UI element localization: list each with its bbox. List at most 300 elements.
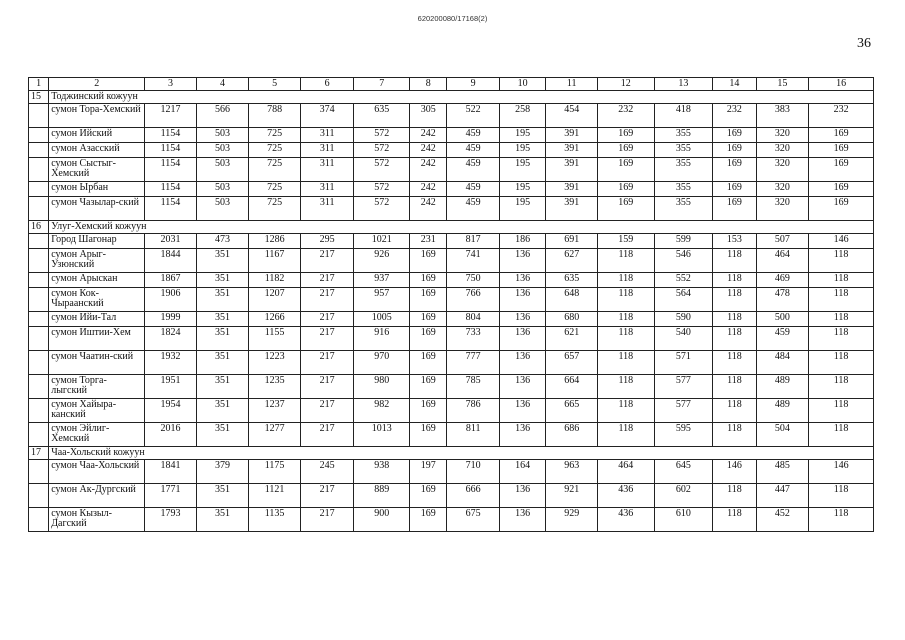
value-cell: 242 — [410, 182, 447, 197]
value-cell: 351 — [196, 399, 249, 423]
value-cell: 136 — [499, 375, 545, 399]
value-cell: 169 — [597, 182, 654, 197]
value-cell: 577 — [654, 399, 713, 423]
value-cell: 351 — [196, 312, 249, 327]
value-cell: 1217 — [145, 104, 197, 128]
value-cell: 118 — [713, 288, 756, 312]
empty-cell — [29, 104, 49, 128]
value-cell: 355 — [654, 143, 713, 158]
value-cell: 169 — [410, 351, 447, 375]
settlement-name: Город Шагонар — [49, 234, 145, 249]
value-cell: 169 — [713, 143, 756, 158]
value-cell: 351 — [196, 508, 249, 532]
value-cell: 217 — [300, 484, 354, 508]
value-cell: 963 — [546, 460, 598, 484]
value-cell: 725 — [249, 128, 301, 143]
value-cell: 691 — [546, 234, 598, 249]
table-row — [29, 273, 874, 288]
value-cell: 590 — [654, 312, 713, 327]
value-cell: 464 — [597, 460, 654, 484]
value-cell: 648 — [546, 288, 598, 312]
settlement-name: сумон Арыг-Узюнский — [49, 249, 145, 273]
value-cell: 452 — [756, 508, 809, 532]
value-cell: 136 — [499, 351, 545, 375]
value-cell: 136 — [499, 508, 545, 532]
value-cell: 169 — [597, 143, 654, 158]
value-cell: 469 — [756, 273, 809, 288]
value-cell: 118 — [597, 423, 654, 447]
value-cell: 889 — [354, 484, 410, 508]
empty-cell — [29, 460, 49, 484]
value-cell: 217 — [300, 351, 354, 375]
column-header: 5 — [249, 78, 301, 91]
value-cell: 320 — [756, 128, 809, 143]
value-cell: 169 — [410, 423, 447, 447]
value-cell: 1154 — [145, 128, 197, 143]
value-cell: 665 — [546, 399, 598, 423]
settlement-name: сумон Иштии-Хем — [49, 327, 145, 351]
value-cell: 118 — [809, 399, 874, 423]
empty-cell — [29, 182, 49, 197]
value-cell: 146 — [713, 460, 756, 484]
table-row — [29, 375, 874, 399]
value-cell: 217 — [300, 312, 354, 327]
value-cell: 242 — [410, 158, 447, 182]
value-cell: 355 — [654, 128, 713, 143]
value-cell: 118 — [809, 484, 874, 508]
value-cell: 169 — [809, 143, 874, 158]
value-cell: 217 — [300, 273, 354, 288]
column-header: 6 — [300, 78, 354, 91]
district-row — [29, 221, 874, 234]
value-cell: 231 — [410, 234, 447, 249]
table-row — [29, 128, 874, 143]
value-cell: 118 — [597, 399, 654, 423]
value-cell: 186 — [499, 234, 545, 249]
empty-cell — [29, 423, 49, 447]
column-header: 14 — [713, 78, 756, 91]
value-cell: 1867 — [145, 273, 197, 288]
value-cell: 169 — [713, 128, 756, 143]
value-cell: 295 — [300, 234, 354, 249]
value-cell: 118 — [713, 399, 756, 423]
value-cell: 921 — [546, 484, 598, 508]
settlement-name: сумон Чаатин-ский — [49, 351, 145, 375]
value-cell: 522 — [447, 104, 500, 128]
value-cell: 804 — [447, 312, 500, 327]
value-cell: 232 — [713, 104, 756, 128]
value-cell: 459 — [447, 158, 500, 182]
value-cell: 351 — [196, 351, 249, 375]
value-cell: 572 — [354, 128, 410, 143]
value-cell: 489 — [756, 375, 809, 399]
value-cell: 916 — [354, 327, 410, 351]
table-row — [29, 508, 874, 532]
value-cell: 118 — [597, 312, 654, 327]
empty-cell — [29, 273, 49, 288]
district-title: Тоджинский кожуун — [49, 91, 874, 104]
value-cell: 929 — [546, 508, 598, 532]
value-cell: 146 — [809, 234, 874, 249]
value-cell: 572 — [354, 182, 410, 197]
value-cell: 1121 — [249, 484, 301, 508]
empty-cell — [29, 128, 49, 143]
value-cell: 980 — [354, 375, 410, 399]
value-cell: 118 — [713, 351, 756, 375]
settlement-name: сумон Ийский — [49, 128, 145, 143]
value-cell: 169 — [713, 197, 756, 221]
value-cell: 136 — [499, 288, 545, 312]
value-cell: 1154 — [145, 143, 197, 158]
value-cell: 320 — [756, 158, 809, 182]
value-cell: 675 — [447, 508, 500, 532]
value-cell: 197 — [410, 460, 447, 484]
value-cell: 811 — [447, 423, 500, 447]
value-cell: 926 — [354, 249, 410, 273]
value-cell: 217 — [300, 327, 354, 351]
value-cell: 572 — [354, 158, 410, 182]
value-cell: 786 — [447, 399, 500, 423]
value-cell: 169 — [410, 249, 447, 273]
table-row — [29, 351, 874, 375]
district-number: 16 — [29, 221, 49, 234]
value-cell: 500 — [756, 312, 809, 327]
empty-cell — [29, 197, 49, 221]
value-cell: 447 — [756, 484, 809, 508]
value-cell: 2031 — [145, 234, 197, 249]
value-cell: 351 — [196, 375, 249, 399]
value-cell: 311 — [300, 182, 354, 197]
empty-cell — [29, 288, 49, 312]
value-cell: 473 — [196, 234, 249, 249]
value-cell: 311 — [300, 143, 354, 158]
value-cell: 136 — [499, 327, 545, 351]
value-cell: 355 — [654, 158, 713, 182]
value-cell: 169 — [809, 182, 874, 197]
value-cell: 459 — [447, 182, 500, 197]
value-cell: 118 — [809, 508, 874, 532]
value-cell: 118 — [809, 288, 874, 312]
table-row — [29, 197, 874, 221]
value-cell: 788 — [249, 104, 301, 128]
value-cell: 485 — [756, 460, 809, 484]
value-cell: 503 — [196, 143, 249, 158]
value-cell: 725 — [249, 197, 301, 221]
value-cell: 1223 — [249, 351, 301, 375]
value-cell: 146 — [809, 460, 874, 484]
settlement-name: сумон Чаа-Хольский — [49, 460, 145, 484]
value-cell: 503 — [196, 128, 249, 143]
value-cell: 195 — [499, 128, 545, 143]
value-cell: 1793 — [145, 508, 197, 532]
value-cell: 169 — [410, 375, 447, 399]
column-header: 3 — [145, 78, 197, 91]
value-cell: 311 — [300, 158, 354, 182]
value-cell: 900 — [354, 508, 410, 532]
value-cell: 1932 — [145, 351, 197, 375]
value-cell: 503 — [196, 197, 249, 221]
settlement-name: сумон Чазылар-ский — [49, 197, 145, 221]
column-header: 7 — [354, 78, 410, 91]
value-cell: 195 — [499, 182, 545, 197]
value-cell: 1013 — [354, 423, 410, 447]
value-cell: 351 — [196, 273, 249, 288]
value-cell: 1844 — [145, 249, 197, 273]
value-cell: 938 — [354, 460, 410, 484]
settlement-name: сумон Ак-Дургский — [49, 484, 145, 508]
column-header: 10 — [499, 78, 545, 91]
empty-cell — [29, 158, 49, 182]
value-cell: 136 — [499, 399, 545, 423]
value-cell: 351 — [196, 484, 249, 508]
column-header: 8 — [410, 78, 447, 91]
value-cell: 169 — [597, 197, 654, 221]
value-cell: 118 — [809, 312, 874, 327]
empty-cell — [29, 143, 49, 158]
data-table — [28, 77, 874, 532]
column-header: 11 — [546, 78, 598, 91]
table-row — [29, 484, 874, 508]
value-cell: 1841 — [145, 460, 197, 484]
value-cell: 159 — [597, 234, 654, 249]
value-cell: 595 — [654, 423, 713, 447]
empty-cell — [29, 399, 49, 423]
value-cell: 169 — [809, 158, 874, 182]
page-number: 36 — [857, 36, 871, 51]
value-cell: 937 — [354, 273, 410, 288]
value-cell: 305 — [410, 104, 447, 128]
value-cell: 118 — [713, 484, 756, 508]
value-cell: 217 — [300, 423, 354, 447]
value-cell: 169 — [410, 484, 447, 508]
value-cell: 136 — [499, 249, 545, 273]
value-cell: 1154 — [145, 197, 197, 221]
empty-cell — [29, 508, 49, 532]
column-header: 4 — [196, 78, 249, 91]
value-cell: 169 — [410, 312, 447, 327]
value-cell: 572 — [354, 197, 410, 221]
value-cell: 552 — [654, 273, 713, 288]
value-cell: 311 — [300, 197, 354, 221]
value-cell: 464 — [756, 249, 809, 273]
value-cell: 1155 — [249, 327, 301, 351]
value-cell: 118 — [597, 375, 654, 399]
value-cell: 118 — [809, 351, 874, 375]
value-cell: 666 — [447, 484, 500, 508]
value-cell: 242 — [410, 143, 447, 158]
value-cell: 572 — [354, 143, 410, 158]
value-cell: 245 — [300, 460, 354, 484]
value-cell: 118 — [713, 312, 756, 327]
district-row — [29, 91, 874, 104]
value-cell: 118 — [809, 375, 874, 399]
value-cell: 169 — [809, 128, 874, 143]
value-cell: 577 — [654, 375, 713, 399]
value-cell: 118 — [713, 327, 756, 351]
value-cell: 391 — [546, 197, 598, 221]
value-cell: 379 — [196, 460, 249, 484]
value-cell: 169 — [713, 182, 756, 197]
table-row — [29, 399, 874, 423]
value-cell: 383 — [756, 104, 809, 128]
value-cell: 118 — [713, 273, 756, 288]
value-cell: 351 — [196, 288, 249, 312]
value-cell: 750 — [447, 273, 500, 288]
value-cell: 627 — [546, 249, 598, 273]
value-cell: 217 — [300, 508, 354, 532]
district-row — [29, 447, 874, 460]
value-cell: 242 — [410, 128, 447, 143]
value-cell: 785 — [447, 375, 500, 399]
settlement-name: сумон Арыскан — [49, 273, 145, 288]
empty-cell — [29, 234, 49, 249]
value-cell: 610 — [654, 508, 713, 532]
table-row — [29, 104, 874, 128]
value-cell: 478 — [756, 288, 809, 312]
value-cell: 311 — [300, 128, 354, 143]
value-cell: 459 — [756, 327, 809, 351]
value-cell: 1005 — [354, 312, 410, 327]
empty-cell — [29, 327, 49, 351]
value-cell: 320 — [756, 143, 809, 158]
value-cell: 164 — [499, 460, 545, 484]
value-cell: 169 — [809, 197, 874, 221]
value-cell: 635 — [546, 273, 598, 288]
column-header: 12 — [597, 78, 654, 91]
value-cell: 195 — [499, 158, 545, 182]
value-cell: 1235 — [249, 375, 301, 399]
column-header: 1 — [29, 78, 49, 91]
value-cell: 320 — [756, 182, 809, 197]
value-cell: 602 — [654, 484, 713, 508]
value-cell: 540 — [654, 327, 713, 351]
value-cell: 136 — [499, 312, 545, 327]
value-cell: 232 — [597, 104, 654, 128]
value-cell: 118 — [597, 288, 654, 312]
value-cell: 1167 — [249, 249, 301, 273]
value-cell: 217 — [300, 249, 354, 273]
value-cell: 777 — [447, 351, 500, 375]
value-cell: 1277 — [249, 423, 301, 447]
column-header: 16 — [809, 78, 874, 91]
value-cell: 217 — [300, 375, 354, 399]
value-cell: 566 — [196, 104, 249, 128]
value-cell: 657 — [546, 351, 598, 375]
settlement-name: сумон Эйлиг-Хемский — [49, 423, 145, 447]
value-cell: 970 — [354, 351, 410, 375]
value-cell: 118 — [597, 351, 654, 375]
column-header: 9 — [447, 78, 500, 91]
empty-cell — [29, 351, 49, 375]
value-cell: 1771 — [145, 484, 197, 508]
value-cell: 1951 — [145, 375, 197, 399]
value-cell: 599 — [654, 234, 713, 249]
value-cell: 169 — [410, 273, 447, 288]
value-cell: 118 — [809, 273, 874, 288]
value-cell: 725 — [249, 158, 301, 182]
empty-cell — [29, 375, 49, 399]
value-cell: 169 — [410, 327, 447, 351]
value-cell: 459 — [447, 143, 500, 158]
value-cell: 1175 — [249, 460, 301, 484]
header-row — [29, 78, 874, 91]
value-cell: 645 — [654, 460, 713, 484]
value-cell: 355 — [654, 197, 713, 221]
value-cell: 195 — [499, 197, 545, 221]
value-cell: 436 — [597, 508, 654, 532]
value-cell: 374 — [300, 104, 354, 128]
table-row — [29, 249, 874, 273]
value-cell: 118 — [809, 327, 874, 351]
value-cell: 320 — [756, 197, 809, 221]
value-cell: 957 — [354, 288, 410, 312]
empty-cell — [29, 249, 49, 273]
value-cell: 1906 — [145, 288, 197, 312]
value-cell: 436 — [597, 484, 654, 508]
value-cell: 664 — [546, 375, 598, 399]
table-row — [29, 143, 874, 158]
value-cell: 1954 — [145, 399, 197, 423]
value-cell: 169 — [597, 158, 654, 182]
value-cell: 153 — [713, 234, 756, 249]
value-cell: 391 — [546, 143, 598, 158]
settlement-name: сумон Кызыл-Дагский — [49, 508, 145, 532]
value-cell: 454 — [546, 104, 598, 128]
column-header: 2 — [49, 78, 145, 91]
value-cell: 351 — [196, 327, 249, 351]
value-cell: 504 — [756, 423, 809, 447]
value-cell: 817 — [447, 234, 500, 249]
value-cell: 118 — [809, 249, 874, 273]
value-cell: 1154 — [145, 158, 197, 182]
value-cell: 217 — [300, 399, 354, 423]
value-cell: 242 — [410, 197, 447, 221]
value-cell: 169 — [410, 508, 447, 532]
table-row — [29, 312, 874, 327]
value-cell: 355 — [654, 182, 713, 197]
value-cell: 118 — [597, 327, 654, 351]
value-cell: 680 — [546, 312, 598, 327]
value-cell: 217 — [300, 288, 354, 312]
value-cell: 118 — [597, 273, 654, 288]
table-row — [29, 327, 874, 351]
district-number: 15 — [29, 91, 49, 104]
value-cell: 1266 — [249, 312, 301, 327]
value-cell: 118 — [713, 249, 756, 273]
settlement-name: сумон Торга-лыгский — [49, 375, 145, 399]
value-cell: 391 — [546, 158, 598, 182]
value-cell: 459 — [447, 197, 500, 221]
district-title: Чаа-Хольский кожуун — [49, 447, 874, 460]
value-cell: 169 — [597, 128, 654, 143]
value-cell: 503 — [196, 182, 249, 197]
settlement-name: сумон Ийи-Тал — [49, 312, 145, 327]
value-cell: 635 — [354, 104, 410, 128]
settlement-name: сумон Азасский — [49, 143, 145, 158]
value-cell: 418 — [654, 104, 713, 128]
value-cell: 710 — [447, 460, 500, 484]
settlement-name: сумон Тора-Хемский — [49, 104, 145, 128]
value-cell: 169 — [410, 399, 447, 423]
settlement-name: сумон Ырбан — [49, 182, 145, 197]
value-cell: 1286 — [249, 234, 301, 249]
district-title: Улуг-Хемский кожуун — [49, 221, 874, 234]
value-cell: 351 — [196, 423, 249, 447]
value-cell: 118 — [597, 249, 654, 273]
value-cell: 118 — [713, 423, 756, 447]
value-cell: 564 — [654, 288, 713, 312]
value-cell: 1999 — [145, 312, 197, 327]
